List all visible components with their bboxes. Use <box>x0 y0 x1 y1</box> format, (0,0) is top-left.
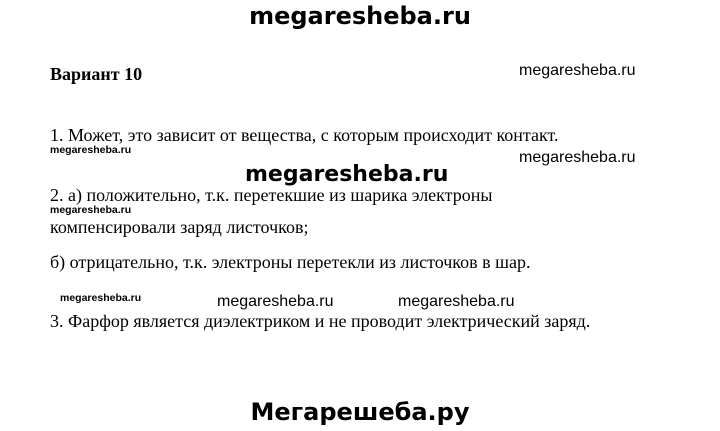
watermark-row-right: megaresheba.ru <box>398 293 515 310</box>
watermark-small-1: megaresheba.ru <box>50 144 132 156</box>
watermark-right-1: megaresheba.ru <box>519 62 636 79</box>
answer-3: 3. Фарфор является диэлектриком и не проводит электрический заряд. <box>50 311 591 331</box>
watermark-right-2: megaresheba.ru <box>519 149 636 166</box>
watermark-row-mid: megaresheba.ru <box>217 293 334 310</box>
answer-2-b: б) отрицательно, т.к. электроны перетекли из листочков в шар. <box>50 252 531 272</box>
watermark-small-3: megaresheba.ru <box>60 292 142 304</box>
watermark-top: megaresheba.ru <box>249 2 471 30</box>
answer-2-line-1: 2. а) положительно, т.к. перетекшие из шарика электроны <box>50 185 493 205</box>
answer-1: 1. Может, это зависит от вещества, с которым происходит контакт. <box>50 125 559 145</box>
watermark-bottom: Мегарешеба.ру <box>250 398 470 426</box>
variant-heading: Вариант 10 <box>50 64 143 84</box>
watermark-small-2: megaresheba.ru <box>50 204 132 216</box>
watermark-center: megaresheba.ru <box>245 162 449 187</box>
answer-2-line-2: компенсировали заряд листочков; <box>50 217 309 237</box>
